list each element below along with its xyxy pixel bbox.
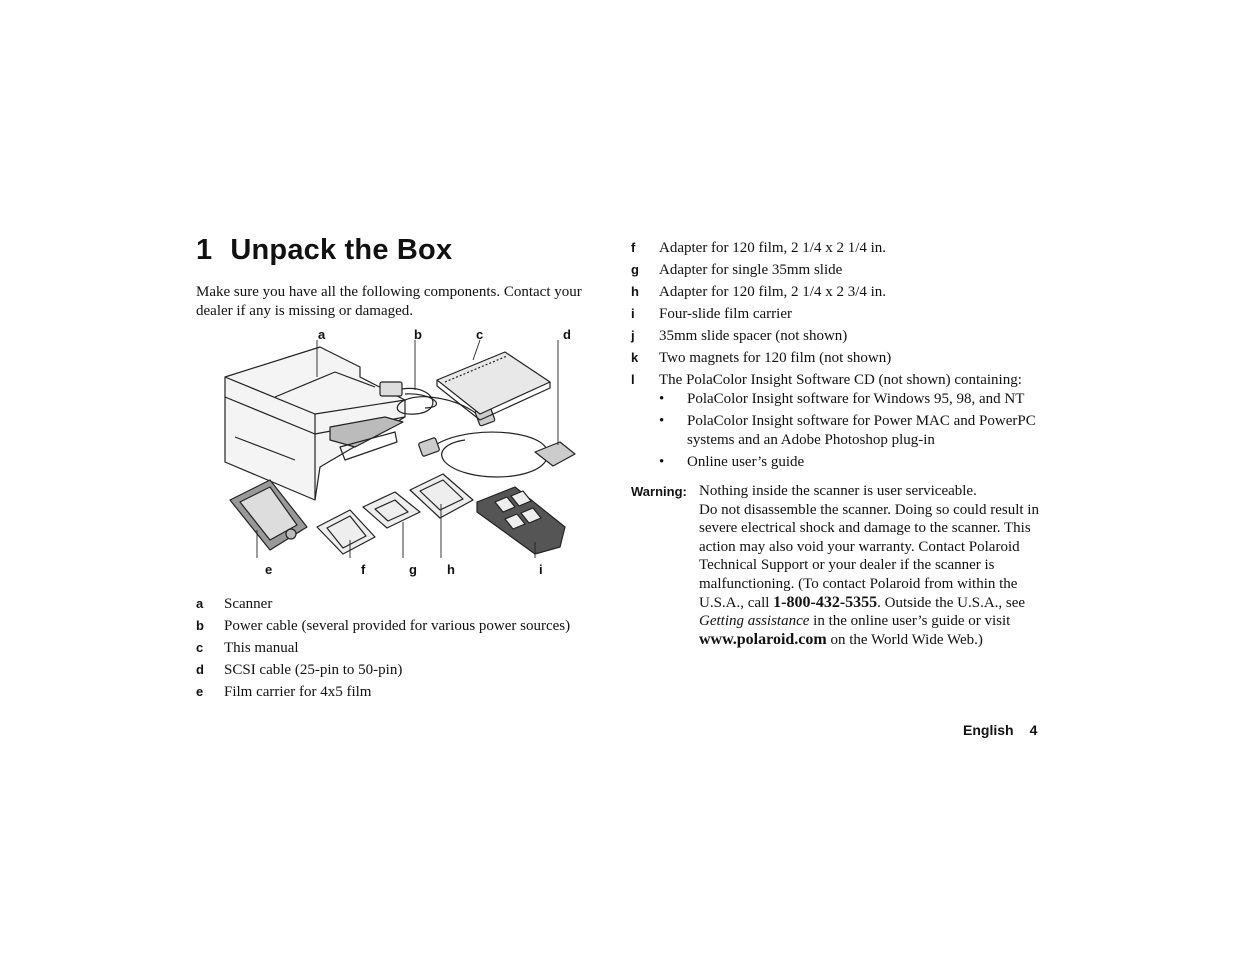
adapter-g-drawing bbox=[363, 492, 420, 528]
list-item: k Two magnets for 120 film (not shown) bbox=[631, 350, 892, 366]
intro-paragraph: Make sure you have all the following components. Contact your dealer if any is missing or damaged. bbox=[196, 284, 582, 319]
warning-text: Nothing inside the scanner is user serviceable. Do not disassemble the scanner. Doing so could result in severe electrical shock and damage to the scanner. This action may also void your warranty. Contact Polaroid Technical Support or your dealer if the scanner is malfunctioning. (To contact Polaroid from within the U.S.A., call 1-800-432-5355. Outside the U.S.A., see Getting assistance in the online user’s guide or visit www.polaroid.com on the World Wide Web.) bbox=[699, 483, 1039, 648]
figure-label-a: a bbox=[318, 327, 326, 342]
page-title bbox=[196, 234, 452, 267]
website-link[interactable]: www.polaroid.com bbox=[699, 630, 827, 648]
list-item: e Film carrier for 4x5 film bbox=[196, 684, 372, 700]
components-drawing bbox=[215, 322, 600, 584]
components-illustration bbox=[215, 322, 600, 584]
list-item: • PolaColor Insight software for Power MAC and PowerPC systems and an Adobe Photoshop plug-in bbox=[659, 413, 1036, 448]
bullet-icon: • bbox=[659, 454, 665, 470]
online-guide-reference: Getting assistance bbox=[699, 613, 810, 630]
figure-label-h: h bbox=[447, 562, 455, 577]
list-item: • Online user’s guide bbox=[659, 454, 805, 470]
list-item: f Adapter for 120 film, 2 1/4 x 2 1/4 in. bbox=[631, 240, 887, 256]
adapter-f-drawing bbox=[317, 510, 375, 554]
list-item: j 35mm slide spacer (not shown) bbox=[631, 328, 848, 344]
scanner-drawing bbox=[225, 347, 405, 500]
bullet-icon: • bbox=[659, 391, 665, 407]
figure-label-i: i bbox=[539, 562, 543, 577]
figure-label-b: b bbox=[414, 327, 422, 342]
list-item: c This manual bbox=[196, 640, 299, 656]
cd-contents-list bbox=[659, 390, 1059, 475]
list-item: h Adapter for 120 film, 2 1/4 x 2 3/4 in. bbox=[631, 284, 887, 300]
list-item: i Four-slide film carrier bbox=[631, 306, 792, 322]
components-list-right bbox=[631, 237, 1061, 391]
manual-drawing bbox=[437, 352, 550, 420]
list-item: d SCSI cable (25-pin to 50-pin) bbox=[196, 662, 403, 678]
warning-label: Warning: bbox=[631, 484, 687, 499]
figure-label-c: c bbox=[476, 327, 484, 342]
support-phone-number: 1-800-432-5355 bbox=[773, 593, 878, 611]
section-title: Unpack the Box bbox=[230, 234, 453, 266]
footer-language: English bbox=[963, 722, 1014, 738]
list-item: a Scanner bbox=[196, 596, 273, 612]
figure-label-d: d bbox=[563, 327, 571, 342]
scsi-cable-drawing bbox=[418, 432, 575, 477]
section-number: 1 bbox=[196, 234, 213, 266]
list-item: • PolaColor Insight software for Windows 95, 98, and NT bbox=[659, 391, 1025, 407]
bullet-icon: • bbox=[659, 413, 665, 429]
figure-label-g: g bbox=[409, 562, 417, 577]
page-footer bbox=[963, 722, 1037, 738]
list-item: b Power cable (several provided for various power sources) bbox=[196, 618, 571, 634]
list-item: l The PolaColor Insight Software CD (not shown) containing: bbox=[631, 372, 1022, 388]
components-list-left bbox=[196, 593, 616, 703]
four-slide-carrier-drawing bbox=[477, 487, 565, 554]
figure-label-f: f bbox=[361, 562, 366, 577]
figure-label-e: e bbox=[265, 562, 273, 577]
list-item: g Adapter for single 35mm slide bbox=[631, 262, 843, 278]
page-number: 4 bbox=[1029, 722, 1038, 738]
